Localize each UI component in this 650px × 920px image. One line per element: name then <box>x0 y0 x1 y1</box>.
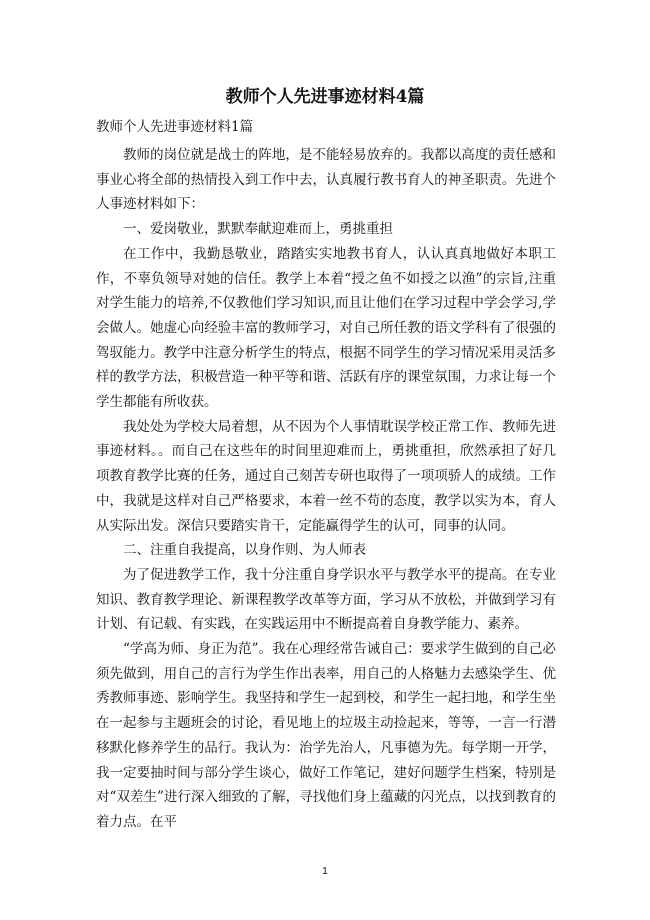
paragraph-intro: 教师的岗位就是战士的阵地，是不能轻易放弃的。我都以高度的责任感和事业心将全部的热情投入到工作中去，认真履行教书育人的神圣职责。先进个人事迹材料如下： <box>96 147 556 213</box>
document-title: 教师个人先进事迹材料4篇 <box>225 87 425 107</box>
section-heading-2: 二、注重自我提高，以身作则、为人师表 <box>123 542 366 559</box>
paragraph-example: “学高为师、身正为范”。我在心理经常告诫自己：要求学生做到的自己必须先做到，用自己的言行为学生作出表率，用自己的人格魅力去感染学生、优秀教师事迹、影响学生。我坚持和学生一起到校，和学生一起扫地，和学生坐在一起参与主题班会的讨论，看见地上的垃圾主动捡起来，等等，一言一行潜移默化修养学生的品行。我认为：治学先治人，凡事德为先。每学期一开学，我一定要抽时间与部分学生谈心，做好工作笔记，建好问题学生档案，特别是对“双差生”进行深入细致的了解，寻找他们身上蕴藏的闪光点，以找到教育的着力点。在平 <box>96 641 556 830</box>
page-number: 1 <box>322 866 328 877</box>
paragraph-work: 在工作中，我勤恳敬业，踏踏实实地教书育人，认认真真地做好本职工作，不辜负领导对她的信任。教学上本着“授之鱼不如授之以渔”的宗旨,注重对学生能力的培养,不仅教他们学习知识,而且让他们在学习过程中学会学习,学会做人。她虚心向经验丰富的教师学习，对自己所任教的语文学科有了很强的驾驭能力。教学中注意分析学生的特点，根据不同学生的学习情况采用灵活多样的教学方法，积极营造一种平等和谐、活跃有序的课堂氛围，力求让每一个学生都能有所收获。 <box>96 245 556 411</box>
document-subtitle: 教师个人先进事迹材料1篇 <box>96 119 254 135</box>
paragraph-school: 我处处为学校大局着想，从不因为个人事情耽误学校正常工作、教师先进事迹材料。。而自己在这些年的时间里迎难而上，勇挑重担，欣然承担了好几项教育教学比赛的任务，通过自己刻苦专研也取得了一项项骄人的成绩。工作中，我就是这样对自己严格要求，本着一丝不苟的态度，教学以实为本，育人从实际出发。深信只要踏实肯干，定能赢得学生的认可，同事的认同。 <box>96 418 556 534</box>
section-heading-1: 一、爱岗敬业，默默奉献迎难而上，勇挑重担 <box>123 221 393 238</box>
paragraph-study: 为了促进教学工作，我十分注重自身学识水平与教学水平的提高。在专业知识、教育教学理论、新课程教学改革等方面，学习从不放松，并做到学习有计划、有记载、有实践，在实践运用中不断提高着自身教学能力、素养。 <box>96 566 556 633</box>
document-body <box>96 143 556 835</box>
